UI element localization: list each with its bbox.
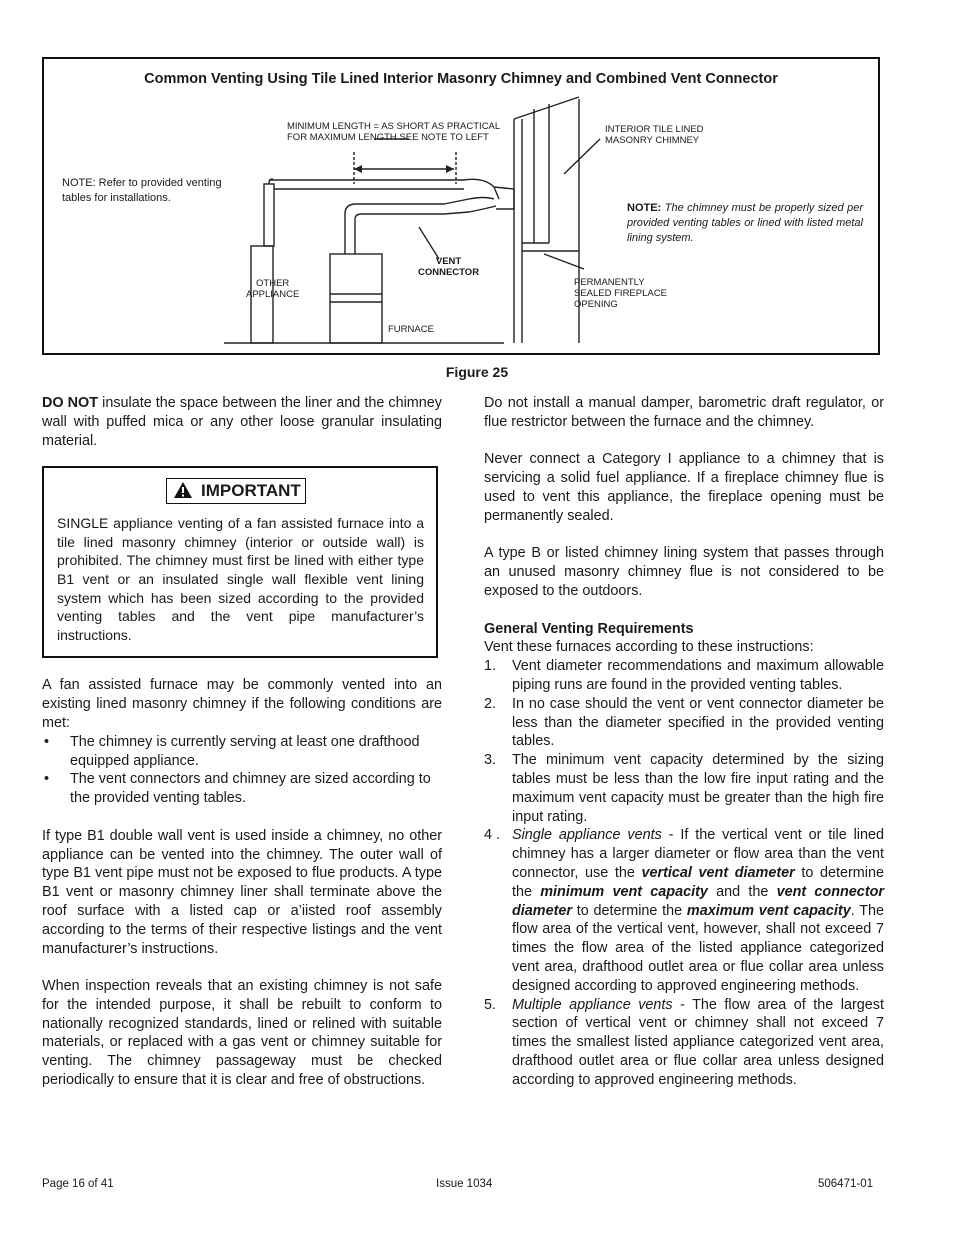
important-text: SINGLE appliance venting of a fan assisted furnace into a tile lined masonry chimney (interior or outside wall) is prohibited. The chimney must first be lined with either type B1 vent or an insulated single wall flexible vent lining system which has been sized according to the provided venting tables and the vent pipe manufacturer’s instructions. — [57, 515, 424, 643]
min-length-label: MINIMUM LENGTH = AS SHORT AS PRACTICAL FOR MAXIMUM LENGTH SEE NOTE TO LEFT — [287, 121, 501, 143]
inspection-paragraph: When inspection reveals that an existing chimney is not safe for the intended purpose, it shall be rebuilt to conform to nationally recognized standards, lined or relined with suitable materials, or replaced with a gas vent or chimney suitable for venting. The chimney passageway must be checked periodically to ensure that it is clear and free of obstructions. — [42, 978, 442, 1089]
requirements-list — [484, 657, 884, 1089]
important-badge: IMPORTANT — [166, 478, 306, 504]
section-intro: Vent these furnaces according to these instructions: — [484, 639, 814, 656]
lining-paragraph: A type B or listed chimney lining system that passes through an unused masonry chimney flue is not considered to be exposed to the outdoors. — [484, 545, 884, 599]
important-box — [42, 466, 438, 658]
common-vent-paragraph: A fan assisted furnace may be commonly vented into an existing lined masonry chimney if the following conditions are met: — [42, 677, 442, 731]
list-item: • The vent connectors and chimney are sized according to the provided venting tables. — [42, 770, 442, 808]
figure-title: Common Venting Using Tile Lined Interior Masonry Chimney and Combined Vent Connector — [144, 71, 778, 87]
right-column — [484, 394, 884, 1089]
list-item: 3. The minimum vent capacity determined by the sizing tables must be less than the low fire input rating and the maximum vent capacity must be greater than the high fire input rating. — [484, 752, 884, 825]
damper-paragraph: Do not install a manual damper, barometric draft regulator, or flue restrictor between the furnace and the chimney. — [484, 395, 884, 430]
note-left: NOTE: Refer to provided venting tables for installations. — [62, 177, 222, 204]
conditions-list — [42, 733, 442, 808]
section-heading: General Venting Requirements — [484, 620, 694, 637]
page-number: Page 16 of 41 — [42, 1178, 114, 1190]
figure-caption: Figure 25 — [445, 364, 509, 380]
b1-vent-paragraph: If type B1 double wall vent is used inside a chimney, no other appliance can be vented into the chimney. The outer wall of type B1 vent pipe must not be exposed to flue products. A type B1 vent or masonry chimney liner shall terminate above the roof surface with a listed cap or a’iisted roof assembly according to the terms of their respective listings and the vent manufacturer’s instructions. — [42, 827, 442, 957]
figure-box — [42, 57, 880, 355]
note-right: NOTE: The chimney must be properly sized per provided venting tables or lined with listed metal lining system. — [627, 202, 863, 244]
list-item: 4 . Single appliance vents - If the vertical vent or tile lined chimney has a larger diameter or flow area than the vent connector, use the vertical vent diameter to determine the minimum vent capacity and the vent connector diameter to determine the maximum vent capacity. The flow area of the vertical vent, however, shall not exceed 7 times the flow area of the listed appliance categorized vent area, drafthood outlet area or flue collar area unless designed according to approved engineering methods. — [484, 827, 884, 994]
list-item: 5. Multiple appliance vents - The flow area of the largest section of vertical vent or chimney shall not exceed 7 times the smallest listed appliance categorized vent area, drafthood outlet area or flue collar area unless designed according to approved engineering methods. — [484, 996, 884, 1088]
category-paragraph: Never connect a Category I appliance to a chimney that is servicing a solid fuel appliance. If a fireplace chimney flue is used to vent this appliance, the fireplace opening must be permanently sealed. — [484, 451, 884, 524]
issue-number: Issue 1034 — [436, 1178, 493, 1190]
warning-icon — [173, 481, 193, 499]
chimney-label: INTERIOR TILE LINED MASONRY CHIMNEY — [605, 124, 704, 146]
other-appliance-label: OTHER APPLIANCE — [246, 278, 300, 300]
list-item: 1. Vent diameter recommendations and maximum allowable piping runs are found in the provided venting tables. — [484, 658, 884, 693]
document-number: 506471-01 — [818, 1178, 873, 1190]
liner-warning-paragraph: DO NOT insulate the space between the liner and the chimney wall with puffed mica or any other loose granular insulating material. — [42, 395, 442, 449]
left-column — [42, 394, 442, 1090]
list-item: • The chimney is currently serving at least one drafthood equipped appliance. — [42, 733, 442, 771]
furnace-label: FURNACE — [388, 324, 434, 335]
fireplace-label: PERMANENTLY SEALED FIREPLACE OPENING — [574, 277, 667, 310]
list-item: 2. In no case should the vent or vent connector diameter be less than the diameter specified in the provided venting tables. — [484, 695, 884, 750]
vent-connector-label: VENT CONNECTOR — [418, 256, 480, 278]
